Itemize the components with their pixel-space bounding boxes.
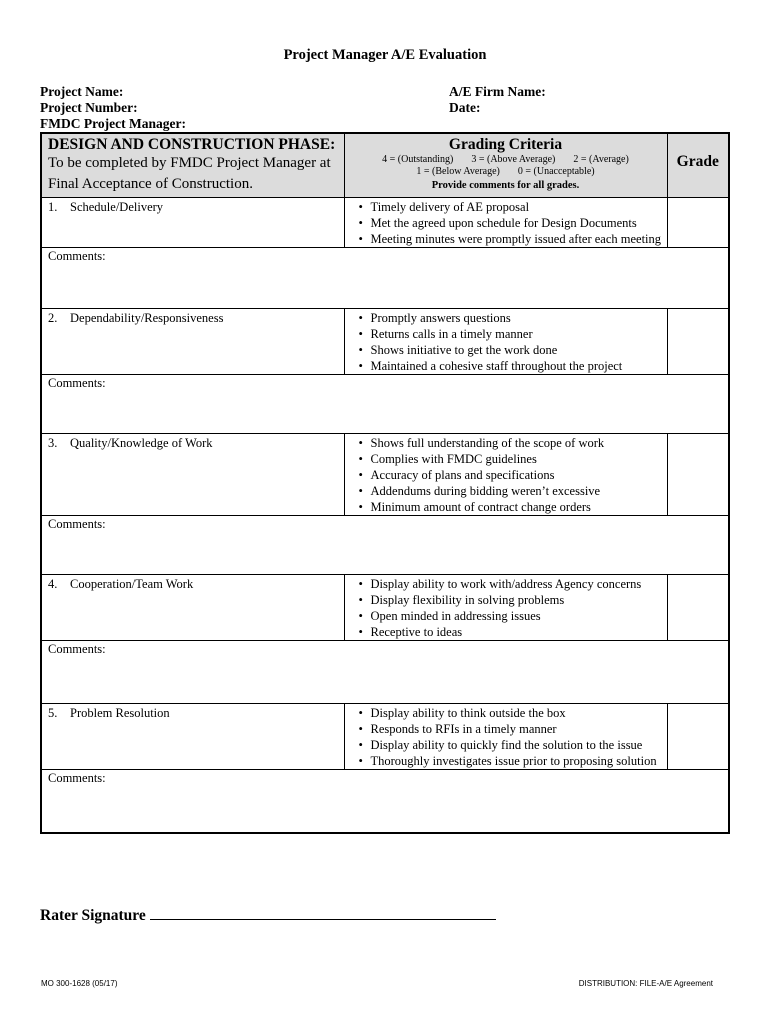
- comments-row: [41, 770, 729, 834]
- criteria-item: • Display flexibility in solving problems: [359, 592, 667, 608]
- document-title: Project Manager A/E Evaluation: [283, 47, 487, 63]
- category-name: Schedule/Delivery: [70, 200, 164, 214]
- scale-4: 4 = (Outstanding): [382, 154, 454, 165]
- category-number: 3.: [48, 436, 58, 450]
- criteria-item: • Shows initiative to get the work done: [359, 342, 667, 358]
- criteria-item: • Display ability to think outside the box: [359, 705, 667, 721]
- category-number: 5.: [48, 706, 58, 720]
- scale-0: 0 = (Unacceptable): [517, 166, 595, 177]
- phase-instruction-line-1: To be completed by FMDC Project Manager at: [48, 155, 331, 171]
- category-name: Quality/Knowledge of Work: [70, 436, 213, 450]
- grade-field[interactable]: [667, 309, 729, 375]
- category-number: 1.: [48, 200, 58, 214]
- grading-criteria-title: Grading Criteria: [448, 136, 563, 153]
- criteria-list: [345, 704, 667, 769]
- criteria-item: • Receptive to ideas: [359, 624, 667, 640]
- rater-signature-label: Rater Signature: [40, 907, 146, 924]
- project-number-label: Project Number:: [40, 100, 138, 115]
- scale-3: 3 = (Above Average): [471, 154, 556, 165]
- criteria-item: • Complies with FMDC guidelines: [359, 451, 667, 467]
- comments-label: Comments:: [48, 517, 106, 531]
- comments-label: Comments:: [48, 642, 106, 656]
- phase-cell: [41, 133, 344, 198]
- scale-2: 2 = (Average): [573, 154, 629, 165]
- category-name: Problem Resolution: [70, 706, 170, 720]
- rater-signature-line[interactable]: [150, 905, 496, 920]
- criteria-item: • Maintained a cohesive staff throughout the project: [359, 358, 667, 374]
- criteria-item: • Minimum amount of contract change orders: [359, 499, 667, 515]
- ae-firm-name-label: A/E Firm Name:: [449, 84, 546, 99]
- category-name: Dependability/Responsiveness: [70, 311, 224, 325]
- rater-signature: [40, 905, 496, 925]
- grade-field[interactable]: [667, 704, 729, 770]
- comments-label: Comments:: [48, 771, 106, 785]
- fmdc-project-manager-label: FMDC Project Manager:: [40, 116, 186, 131]
- criteria-item: • Meeting minutes were promptly issued after each meeting: [359, 231, 667, 247]
- category-row: [41, 434, 729, 516]
- grading-criteria-cell: [344, 133, 667, 198]
- grade-header: Grade: [676, 153, 719, 170]
- comments-field[interactable]: [41, 375, 729, 434]
- criteria-item: • Promptly answers questions: [359, 310, 667, 326]
- category-row: [41, 198, 729, 248]
- criteria-item: • Met the agreed upon schedule for Design Documents: [359, 215, 667, 231]
- comments-field[interactable]: [41, 248, 729, 309]
- comments-label: Comments:: [48, 376, 106, 390]
- criteria-item: • Accuracy of plans and specifications: [359, 467, 667, 483]
- comments-label: Comments:: [48, 249, 106, 263]
- criteria-item: • Open minded in addressing issues: [359, 608, 667, 624]
- criteria-item: • Returns calls in a timely manner: [359, 326, 667, 342]
- form-number: MO 300-1628 (05/17): [41, 979, 118, 988]
- grade-field[interactable]: [667, 434, 729, 516]
- grade-field[interactable]: [667, 575, 729, 641]
- grade-field[interactable]: [667, 198, 729, 248]
- category-name: Cooperation/Team Work: [70, 577, 194, 591]
- table-header-row: [41, 133, 729, 198]
- criteria-item: • Shows full understanding of the scope of work: [359, 435, 667, 451]
- criteria-list: [345, 434, 667, 515]
- date-label: Date:: [449, 100, 481, 115]
- comments-row: [41, 641, 729, 704]
- comments-field[interactable]: [41, 770, 729, 834]
- scale-1: 1 = (Below Average): [416, 166, 500, 177]
- category-row: [41, 704, 729, 770]
- grading-scale-line-2: [345, 166, 667, 178]
- criteria-list: [345, 198, 667, 247]
- criteria-item: • Display ability to work with/address Agency concerns: [359, 576, 667, 592]
- comments-field[interactable]: [41, 641, 729, 704]
- grade-header-cell: [667, 133, 729, 198]
- comments-row: [41, 375, 729, 434]
- phase-title: DESIGN AND CONSTRUCTION PHASE:: [48, 136, 336, 153]
- criteria-item: • Addendums during bidding weren’t excessive: [359, 483, 667, 499]
- evaluation-table: [40, 132, 730, 834]
- criteria-list: [345, 575, 667, 640]
- comments-row: [41, 248, 729, 309]
- comments-row: [41, 516, 729, 575]
- comments-field[interactable]: [41, 516, 729, 575]
- phase-instruction-line-2: Final Acceptance of Construction.: [48, 176, 253, 192]
- criteria-item: • Display ability to quickly find the solution to the issue: [359, 737, 667, 753]
- criteria-item: • Timely delivery of AE proposal: [359, 199, 667, 215]
- category-number: 2.: [48, 311, 58, 325]
- distribution-note: DISTRIBUTION: FILE-A/E Agreement: [578, 979, 713, 988]
- criteria-item: • Thoroughly investigates issue prior to proposing solution: [359, 753, 667, 769]
- criteria-item: • Responds to RFIs in a timely manner: [359, 721, 667, 737]
- project-name-label: Project Name:: [40, 84, 124, 99]
- category-row: [41, 575, 729, 641]
- grading-criteria-note: Provide comments for all grades.: [431, 180, 580, 191]
- category-row: [41, 309, 729, 375]
- criteria-list: [345, 309, 667, 374]
- category-number: 4.: [48, 577, 58, 591]
- grading-scale-line-1: [345, 154, 667, 166]
